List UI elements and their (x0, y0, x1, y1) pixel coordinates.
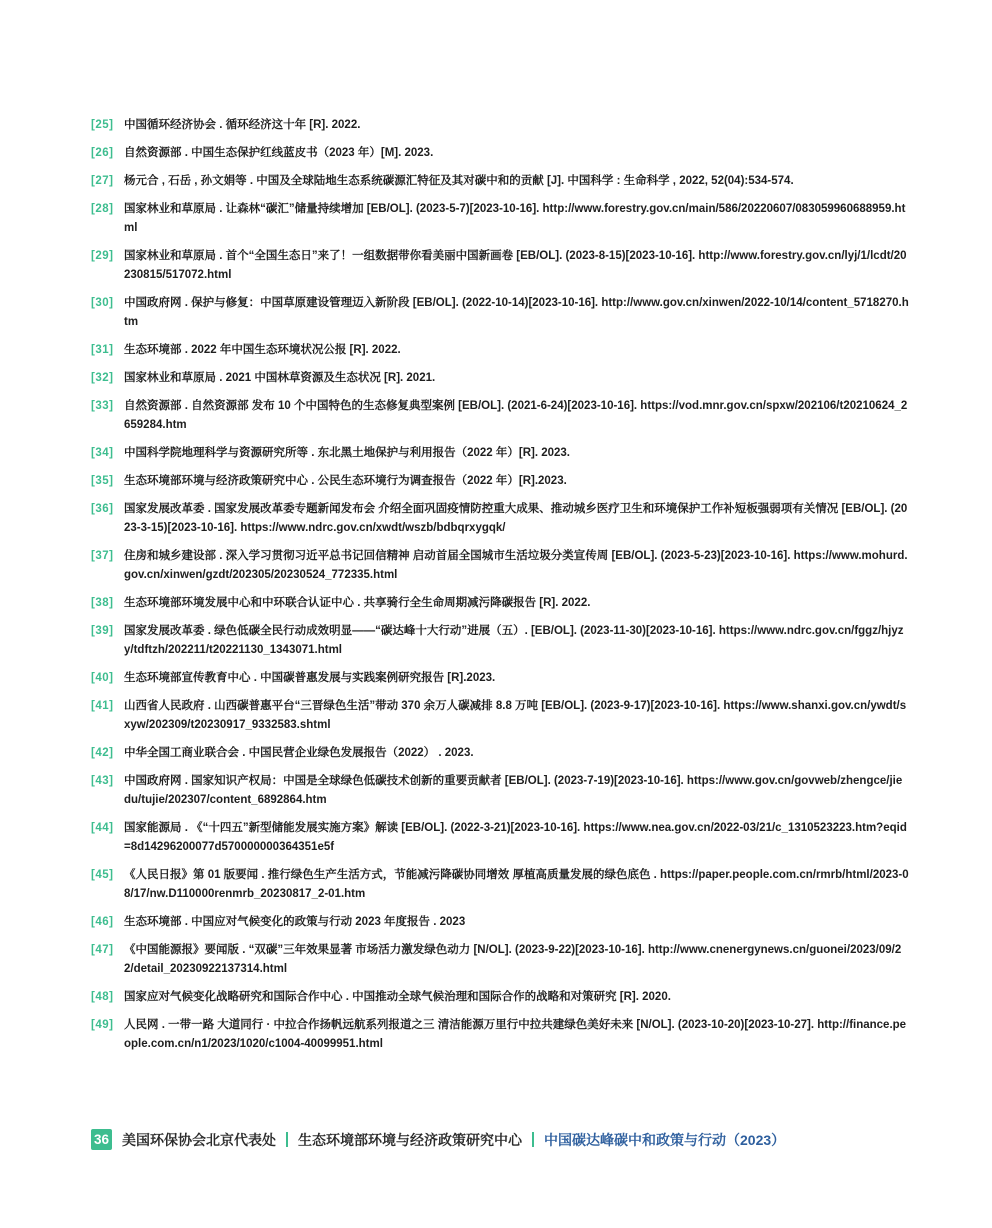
reference-text: 中国科学院地理科学与资源研究所等 . 东北黑土地保护与利用报告（2022 年）[R]. 2023. (124, 447, 570, 459)
reference-number: [26] (91, 147, 114, 159)
footer-org-2: 生态环境部环境与经济政策研究中心 (298, 1131, 522, 1148)
reference-text: 生态环境部 . 中国应对气候变化的政策与行动 2023 年度报告 . 2023 (124, 916, 466, 928)
reference-item (91, 294, 909, 332)
reference-number: [38] (91, 597, 114, 609)
reference-number: [44] (91, 822, 114, 834)
reference-number: [49] (91, 1019, 114, 1031)
reference-item (91, 697, 909, 735)
reference-text: 人民网 . 一带一路 大道同行 · 中拉合作扬帆远航系列报道之三 清洁能源万里行中拉共建绿色美好未来 [N/OL]. (2023-10-20)[2023-10-27]. http://finance.people.com.cn/n1/2023/1020/c1004-40099951.html (124, 1019, 907, 1050)
reference-item (91, 547, 909, 585)
reference-number: [40] (91, 672, 114, 684)
reference-text: 国家林业和草原局 . 首个“全国生态日”来了！一组数据带你看美丽中国新画卷 [EB/OL]. (2023-8-15)[2023-10-16]. http://www.forestry.gov.cn/lyj/1/lcdt/20230815/517072.html (124, 250, 907, 281)
reference-number: [39] (91, 625, 114, 637)
reference-number: [43] (91, 775, 114, 787)
reference-text: 中华全国工商业联合会 . 中国民营企业绿色发展报告（2022） . 2023. (124, 747, 474, 759)
reference-text: 国家发展改革委 . 国家发展改革委专题新闻发布会 介绍全面巩固疫情防控重大成果、推动城乡医疗卫生和环境保护工作补短板强弱项有关情况 [EB/OL]. (2023-3-15)[2023-10-16]. https://www.ndrc.gov.cn/xwdt/wszb/bdbqrxygqk/ (124, 503, 908, 534)
reference-text: 山西省人民政府 . 山西碳普惠平台“三晋绿色生活”带动 370 余万人碳减排 8.8 万吨 [EB/OL]. (2023-9-17)[2023-10-16]. https://www.shanxi.gov.cn/ywdt/sxyw/202309/t20230917_9332583.shtml (124, 700, 907, 731)
reference-text: 生态环境部环境发展中心和中环联合认证中心 . 共享骑行全生命周期减污降碳报告 [R]. 2022. (124, 597, 591, 609)
reference-item (91, 341, 909, 360)
page-footer (91, 1129, 785, 1150)
reference-item (91, 622, 909, 660)
reference-text: 国家能源局 . 《“十四五”新型储能发展实施方案》解读 [EB/OL]. (2022-3-21)[2023-10-16]. https://www.nea.gov.cn/2022-03/21/c_1310523223.htm?eqid=8d14296200077d570000000364351e5f (124, 822, 907, 853)
reference-number: [36] (91, 503, 114, 515)
reference-number: [48] (91, 991, 114, 1003)
reference-text: 自然资源部 . 自然资源部 发布 10 个中国特色的生态修复典型案例 [EB/OL]. (2021-6-24)[2023-10-16]. https://vod.mnr.gov.cn/spxw/202106/t20210624_2659284.htm (124, 400, 908, 431)
reference-item (91, 397, 909, 435)
reference-number: [46] (91, 916, 114, 928)
reference-number: [47] (91, 944, 114, 956)
reference-item (91, 819, 909, 857)
reference-item (91, 200, 909, 238)
reference-number: [35] (91, 475, 114, 487)
reference-number: [32] (91, 372, 114, 384)
reference-number: [27] (91, 175, 114, 187)
reference-text: 《人民日报》第 01 版要闻 . 推行绿色生产生活方式，节能减污降碳协同增效 厚植高质量发展的绿色底色 . https://paper.people.com.cn/rmrb/html/2023-08/17/nw.D110000renmrb_20230817_2-01.htm (124, 869, 909, 900)
reference-number: [33] (91, 400, 114, 412)
reference-text: 生态环境部宣传教育中心 . 中国碳普惠发展与实践案例研究报告 [R].2023. (124, 672, 496, 684)
reference-text: 杨元合 , 石岳 , 孙文娟等 . 中国及全球陆地生态系统碳源汇特征及其对碳中和的贡献 [J]. 中国科学 : 生命科学 , 2022, 52(04):534-574. (124, 175, 794, 187)
reference-item (91, 988, 909, 1007)
reference-item (91, 369, 909, 388)
reference-text: 《中国能源报》要闻版 . “双碳”三年效果显著 市场活力激发绿色动力 [N/OL]. (2023-9-22)[2023-10-16]. http://www.cnenergynews.cn/guonei/2023/09/22/detail_20230922137314.html (124, 944, 902, 975)
reference-number: [31] (91, 344, 114, 356)
footer-separator (286, 1132, 288, 1147)
reference-item (91, 472, 909, 491)
reference-item (91, 1016, 909, 1054)
reference-text: 国家发展改革委 . 绿色低碳全民行动成效明显——“碳达峰十大行动”进展（五）. [EB/OL]. (2023-11-30)[2023-10-16]. https://www.ndrc.gov.cn/fggz/hjyzy/tdftzh/202211/t20221130_1343071.html (124, 625, 904, 656)
reference-number: [29] (91, 250, 114, 262)
reference-text: 生态环境部 . 2022 年中国生态环境状况公报 [R]. 2022. (124, 344, 401, 356)
reference-number: [41] (91, 700, 114, 712)
reference-item (91, 444, 909, 463)
reference-number: [37] (91, 550, 114, 562)
reference-item (91, 744, 909, 763)
reference-item (91, 247, 909, 285)
reference-text: 国家林业和草原局 . 2021 中国林草资源及生态状况 [R]. 2021. (124, 372, 436, 384)
reference-number: [30] (91, 297, 114, 309)
reference-text: 国家应对气候变化战略研究和国际合作中心 . 中国推动全球气候治理和国际合作的战略和对策研究 [R]. 2020. (124, 991, 671, 1003)
reference-text: 自然资源部 . 中国生态保护红线蓝皮书（2023 年）[M]. 2023. (124, 147, 434, 159)
page-number-badge: 36 (91, 1129, 112, 1150)
footer-org-1: 美国环保协会北京代表处 (122, 1131, 276, 1148)
footer-separator (532, 1132, 534, 1147)
reference-text: 国家林业和草原局 . 让森林“碳汇”储量持续增加 [EB/OL]. (2023-5-7)[2023-10-16]. http://www.forestry.gov.cn/main/586/20220607/083059960688959.html (124, 203, 906, 234)
reference-item (91, 913, 909, 932)
reference-item (91, 941, 909, 979)
reference-number: [45] (91, 869, 114, 881)
reference-text: 住房和城乡建设部 . 深入学习贯彻习近平总书记回信精神 启动首届全国城市生活垃圾分类宣传周 [EB/OL]. (2023-5-23)[2023-10-16]. https://www.mohurd.gov.cn/xinwen/gzdt/202305/20230524_772335.html (124, 550, 908, 581)
reference-item (91, 500, 909, 538)
reference-number: [42] (91, 747, 114, 759)
reference-text: 中国循环经济协会 . 循环经济这十年 [R]. 2022. (124, 119, 361, 131)
reference-item (91, 866, 909, 904)
reference-item (91, 172, 909, 191)
reference-number: [34] (91, 447, 114, 459)
footer-report-title: 中国碳达峰碳中和政策与行动（2023） (544, 1131, 786, 1148)
reference-text: 生态环境部环境与经济政策研究中心 . 公民生态环境行为调查报告（2022 年）[R].2023. (124, 475, 567, 487)
reference-item (91, 594, 909, 613)
reference-item (91, 144, 909, 163)
reference-item (91, 772, 909, 810)
reference-item (91, 669, 909, 688)
reference-text: 中国政府网 . 保护与修复：中国草原建设管理迈入新阶段 [EB/OL]. (2022-10-14)[2023-10-16]. http://www.gov.cn/xinwen/2022-10/14/content_5718270.htm (124, 297, 909, 328)
references-list (91, 116, 909, 1063)
reference-number: [25] (91, 119, 114, 131)
reference-item (91, 116, 909, 135)
reference-number: [28] (91, 203, 114, 215)
reference-text: 中国政府网 . 国家知识产权局：中国是全球绿色低碳技术创新的重要贡献者 [EB/OL]. (2023-7-19)[2023-10-16]. https://www.gov.cn/govweb/zhengce/jiedu/tujie/202307/content_6892864.htm (124, 775, 903, 806)
